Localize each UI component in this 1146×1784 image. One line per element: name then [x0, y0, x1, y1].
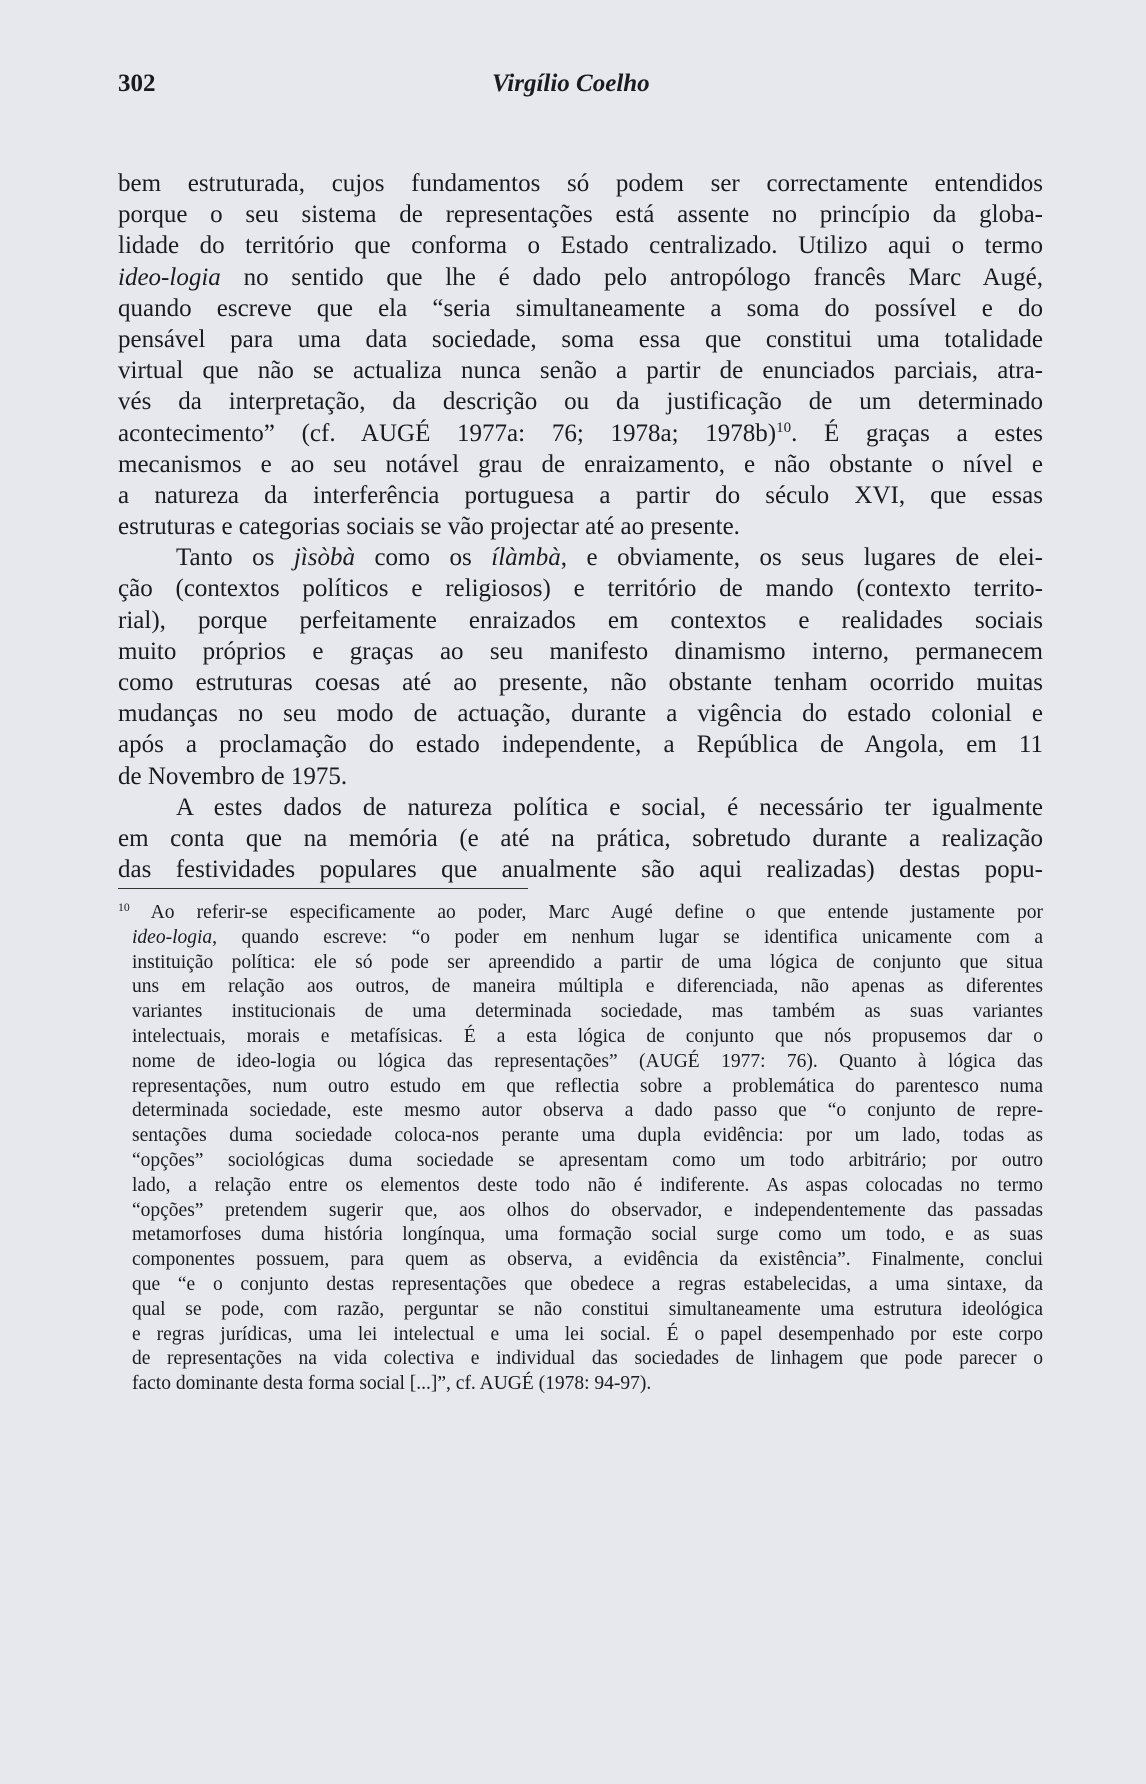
footnote-line	[132, 1347, 1043, 1372]
text-line	[118, 324, 1043, 355]
text-segment: em conta que na memória (e até na prática, sobretudo durante a realização	[118, 824, 1043, 852]
text-segment: componentes possuem, para quem as observa, a evidência da existência”. Finalmente, conclui	[132, 1249, 1043, 1271]
text-segment: lado, a relação entre os elementos deste todo não é indiferente. As aspas colocadas no termo	[132, 1174, 1043, 1196]
text-line	[118, 449, 1043, 480]
text-segment: variantes institucionais de uma determinada sociedade, mas também as suas variantes	[132, 1001, 1043, 1023]
footnote-line	[132, 975, 1043, 1000]
text-line	[118, 823, 1043, 854]
text-segment: sentações duma sociedade coloca-nos perante uma dupla evidência: por um lado, todas as	[132, 1125, 1043, 1147]
text-line	[118, 230, 1043, 261]
paragraph	[118, 792, 1043, 886]
text-segment: rial), porque perfeitamente enraizados em contextos e realidades sociais	[118, 606, 1043, 634]
footnote-line	[132, 1025, 1043, 1050]
text-segment: Tanto os	[176, 544, 294, 572]
text-line	[118, 355, 1043, 386]
text-line	[118, 542, 1043, 573]
text-segment: qual se pode, com razão, perguntar se não constitui simultaneamente uma estrutura ideológica	[132, 1298, 1043, 1320]
italic-term: ideo-logia	[118, 263, 221, 291]
text-line	[118, 480, 1043, 511]
text-segment: instituição política: ele só pode ser apreendido a partir de uma lógica de conjunto que situa	[132, 951, 1043, 973]
text-segment: Ao referir-se especificamente ao poder, Marc Augé define o que entende justamente por	[129, 902, 1043, 923]
text-segment: , quando escreve: “o poder em nenhum lugar se identifica unicamente com a	[212, 926, 1043, 948]
text-segment: intelectuais, morais e metafísicas. É a esta lógica de conjunto que nós propusemos dar o	[132, 1025, 1043, 1047]
text-segment: de representações na vida colectiva e individual das sociedades de linhagem que pode parecer o	[132, 1348, 1043, 1370]
page-number: 302	[118, 70, 156, 97]
text-line	[118, 262, 1043, 293]
footnote-reference: 10	[118, 900, 130, 914]
text-line	[118, 667, 1043, 698]
footnote-line	[132, 1223, 1043, 1248]
text-segment: mecanismos e ao seu notável grau de enraizamento, e não obstante o nível e	[118, 450, 1043, 478]
text-segment: , e obviamente, os seus lugares de elei-	[560, 544, 1044, 572]
running-title: Virgílio Coelho	[492, 70, 650, 97]
text-line	[118, 293, 1043, 324]
footnote-line	[132, 1323, 1043, 1348]
footnote-line	[132, 1124, 1043, 1149]
text-line	[118, 761, 1043, 792]
footnote-line	[132, 926, 1043, 951]
text-segment: vés da interpretação, da descrição ou da justificação de um determinado	[118, 388, 1043, 416]
text-segment: A estes dados de natureza política e social, é necessário ter igualmente	[176, 793, 1043, 821]
body-text	[118, 168, 1043, 885]
text-segment: que “e o conjunto destas representações que obedece a regras estabelecidas, a uma sintaxe, da	[132, 1273, 1043, 1295]
text-segment: das festividades populares que anualmente são aqui realizadas) destas popu-	[118, 856, 1043, 884]
text-segment: no sentido que lhe é dado pelo antropólogo francês Marc Augé,	[220, 263, 1043, 291]
footnote-line	[118, 901, 1043, 926]
text-segment: representações, num outro estudo em que reflectia sobre a problemática do parentesco numa	[132, 1075, 1043, 1097]
text-segment: estruturas e categorias sociais se vão projectar até ao presente.	[118, 513, 740, 541]
footnote-line	[132, 1000, 1043, 1025]
italic-term: ideo-logia	[132, 926, 213, 948]
text-segment: após a proclamação do estado independente, a República de Angola, em 11	[118, 731, 1043, 759]
italic-term: jìsòbà	[293, 544, 355, 572]
footnote-line	[132, 1248, 1043, 1273]
text-segment: como estruturas coesas até ao presente, não obstante tenham ocorrido muitas	[118, 669, 1043, 696]
text-line	[118, 386, 1043, 417]
text-segment: mudanças no seu modo de actuação, durante a vigência do estado colonial e	[118, 700, 1043, 728]
text-line	[118, 636, 1043, 667]
text-line	[118, 605, 1043, 636]
text-segment: porque o seu sistema de representações está assente no princípio da globa-	[118, 201, 1043, 229]
text-line	[118, 199, 1043, 230]
footnote-divider	[118, 888, 528, 889]
text-line	[118, 573, 1043, 604]
footnote-line	[132, 1298, 1043, 1323]
text-segment: “opções” pretendem sugerir que, aos olhos do observador, e independentemente das passadas	[132, 1199, 1043, 1221]
text-segment: virtual que não se actualiza nunca senão a partir de enunciados parciais, atra-	[118, 357, 1043, 385]
footnote-line	[132, 1372, 1043, 1397]
text-segment: uns em relação aos outros, de maneira múltipla e diferenciada, não apenas as diferentes	[132, 976, 1043, 998]
footnote-line	[132, 1174, 1043, 1199]
text-line	[118, 168, 1043, 199]
text-segment: pensável para uma data sociedade, soma essa que constitui uma totalidade	[118, 325, 1043, 353]
text-segment: “opções” sociológicas duma sociedade se apresentam como um todo arbitrário; por outro	[132, 1149, 1043, 1171]
text-segment: . É graças a estes	[791, 419, 1043, 447]
text-segment: lidade do território que conforma o Estado centralizado. Utilizo aqui o termo	[118, 232, 1043, 260]
text-segment: de Novembro de 1975.	[118, 762, 348, 790]
footnote-line	[132, 1149, 1043, 1174]
text-segment: ção (contextos políticos e religiosos) e território de mando (contexto territo-	[118, 575, 1043, 603]
paragraph	[118, 168, 1043, 542]
footnote-line	[132, 951, 1043, 976]
footnote	[118, 900, 1043, 1397]
text-segment: bem estruturada, cujos fundamentos só podem ser correctamente entendidos	[118, 170, 1043, 197]
footnote-reference: 10	[776, 419, 792, 436]
text-line	[118, 511, 1043, 542]
footnote-line	[132, 1099, 1043, 1124]
text-segment: a natureza da interferência portuguesa a partir do século XVI, que essas	[118, 481, 1043, 509]
footnote-line	[132, 1075, 1043, 1100]
text-line	[118, 418, 1043, 449]
text-segment: acontecimento” (cf. AUGÉ 1977a: 76; 1978a; 1978b)	[118, 419, 777, 447]
text-segment: muito próprios e graças ao seu manifesto dinamismo interno, permanecem	[118, 637, 1043, 665]
italic-term: ílàmbà	[491, 544, 561, 572]
footnote-line	[132, 1273, 1043, 1298]
text-line	[118, 698, 1043, 729]
paragraph	[118, 542, 1043, 792]
text-segment: quando escreve que ela “seria simultaneamente a soma do possível e do	[118, 294, 1043, 322]
text-segment: metamorfoses duma história longínqua, uma formação social surge como um todo, e as suas	[132, 1224, 1043, 1246]
text-segment: determinada sociedade, este mesmo autor observa a dado passo que “o conjunto de repre-	[132, 1100, 1043, 1122]
text-segment: como os	[354, 544, 492, 572]
text-segment: e regras jurídicas, uma lei intelectual e uma lei social. É o papel desempenhado por este corpo	[132, 1323, 1043, 1345]
text-line	[118, 729, 1043, 760]
footnote-line	[132, 1199, 1043, 1224]
text-segment: nome de ideo-logia ou lógica das representações” (AUGÉ 1977: 76). Quanto à lógica das	[132, 1050, 1043, 1072]
text-line	[118, 792, 1043, 823]
footnote-line	[132, 1050, 1043, 1075]
text-line	[118, 854, 1043, 885]
text-segment: facto dominante desta forma social [...]”, cf. AUGÉ (1978: 94-97).	[132, 1373, 652, 1395]
